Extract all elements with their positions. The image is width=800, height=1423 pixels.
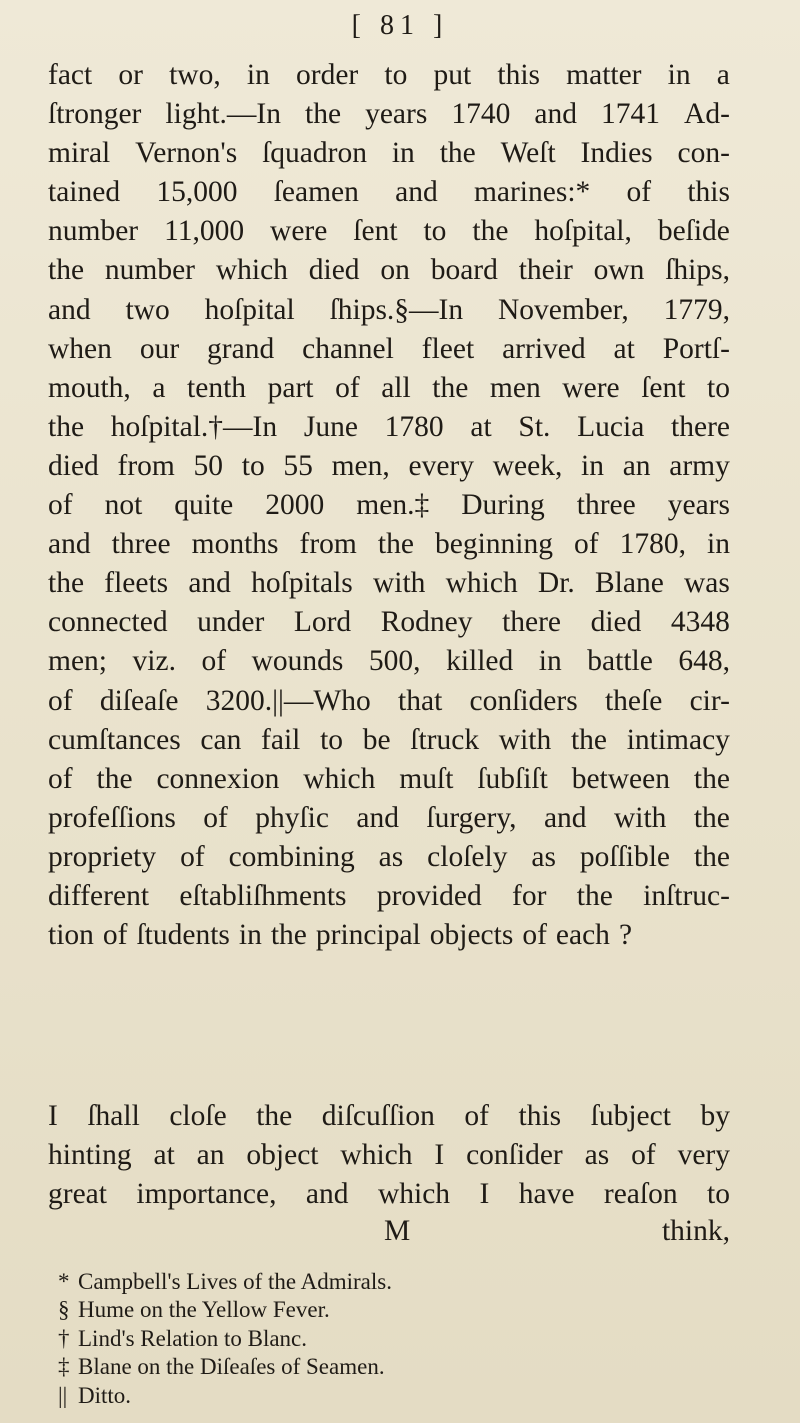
footnote [58,1296,698,1324]
text-line: mouth, a tenth part of all the men were ſent to [48,371,730,404]
text-line: died from 50 to 55 men, every week, in an army [48,449,730,482]
footnote-text: Hume on the Yellow Fever. [78,1297,330,1323]
catch-line [0,1211,800,1251]
text-line: tained 15,000 ſeamen and marines:* of this [48,176,730,209]
signature-mark: M [384,1215,411,1247]
text-line: fact or two, in order to put this matter in a [48,59,730,91]
footnote-text: Ditto. [78,1382,132,1408]
page-number: [ 81 ] [351,10,449,41]
text-line: different eſtabliſhments provided for the inſtruc- [48,879,730,912]
footnote-text: Lind's Relation to Blanc. [78,1325,308,1351]
text-line: when our grand channel fleet arrived at Portſ- [48,332,730,365]
text-line: men; viz. of wounds 500, killed in battle 648, [48,645,730,678]
footnote [58,1382,698,1410]
text-line: number 11,000 were ſent to the hoſpital, beſide [48,215,730,248]
text-line: hinting at an object which I conſider as of very [48,1139,730,1172]
footnote [58,1268,698,1296]
text-line: connected under Lord Rodney there died 4348 [48,606,730,639]
text-line: and three months from the beginning of 1780, in [48,528,730,561]
footnote [58,1353,698,1381]
text-line: the fleets and hoſpitals with which Dr. Blane was [48,567,730,600]
text-line: cumſtances can fail to be ſtruck with the intimacy [48,723,730,756]
text-line: the number which died on board their own ſhips, [48,254,730,287]
text-line: I ſhall cloſe the diſcuſſion of this ſubject by [48,1100,730,1132]
text-line: profeſſions of phyſic and ſurgery, and with the [48,801,730,834]
footnote-mark: * [58,1269,70,1294]
text-line: propriety of combining as cloſely as poſſible the [48,840,730,873]
catchword: think, [661,1215,730,1247]
paragraph-1 [48,56,730,955]
footnotes [58,1268,698,1410]
footnote-mark: § [58,1297,70,1323]
footnote [58,1325,698,1353]
text-line: of the connexion which muſt ſubſiſt between the [48,762,730,795]
text-line: tion of ſtudents in the principal objects of each ? [48,919,633,952]
footnote-mark: || [58,1382,68,1408]
text-line: miral Vernon's ſquadron in the Weſt Indies con- [48,137,730,170]
text-line: great importance, and which I have reaſon to [48,1178,730,1211]
text-line: the hoſpital.†—In June 1780 at St. Lucia there [48,410,730,443]
text-line: of diſeaſe 3200.||—Who that conſiders theſe cir- [48,684,730,717]
footnote-text: Campbell's Lives of the Admirals. [78,1269,392,1294]
text-line: and two hoſpital ſhips.§—In November, 1779, [48,293,730,326]
footnote-mark: ‡ [58,1354,70,1380]
footnote-text: Blane on the Diſeaſes of Seamen. [78,1354,385,1380]
text-line: ſtronger light.—In the years 1740 and 1741 Ad- [48,98,730,131]
footnote-mark: † [58,1325,70,1351]
paragraph-2 [48,1097,730,1214]
text-line: of not quite 2000 men.‡ During three years [48,489,730,522]
